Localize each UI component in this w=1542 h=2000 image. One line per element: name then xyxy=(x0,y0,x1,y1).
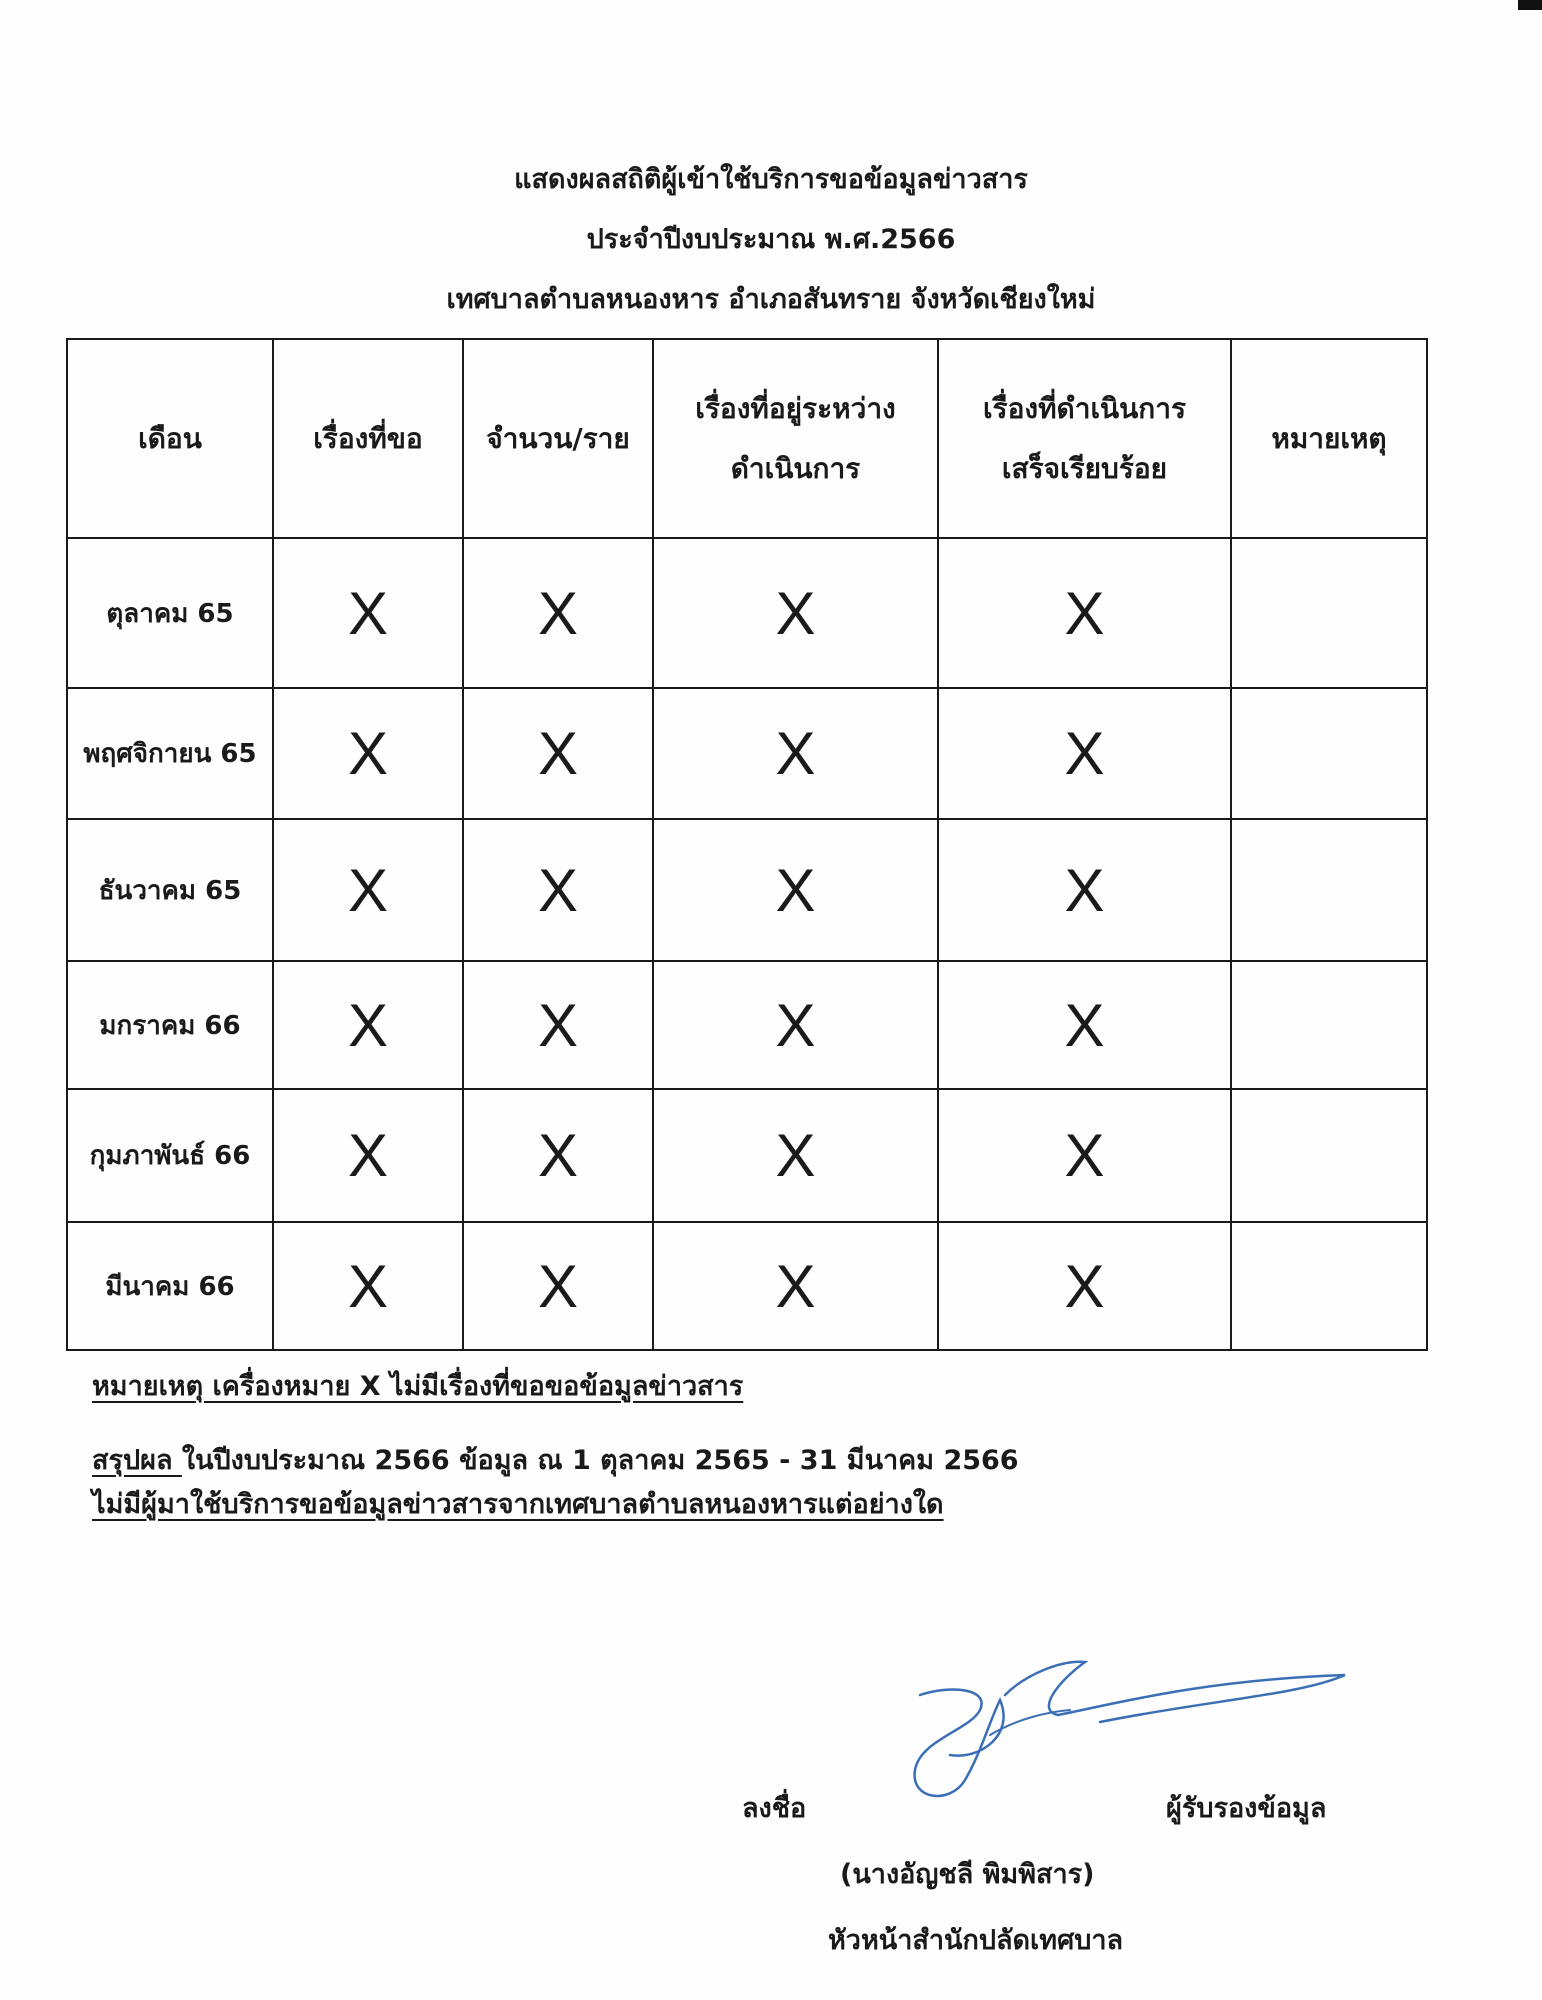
conclusion-note: ไม่มีผู้มาใช้บริการขอข้อมูลข่าวสารจากเทศบาลตำบลหนองหารแต่อย่างใด xyxy=(92,1489,944,1520)
column-header-line: เรื่องที่อยู่ระหว่าง xyxy=(695,391,896,425)
remark-cell xyxy=(1231,1222,1427,1350)
in-progress-cell: X xyxy=(653,961,938,1089)
column-header-requested xyxy=(273,339,463,538)
table-row xyxy=(67,961,1427,1089)
summary-label: สรุปผล xyxy=(92,1445,182,1476)
requested-cell: X xyxy=(273,538,463,688)
month-cell: มกราคม 66 xyxy=(67,961,273,1089)
in-progress-cell: X xyxy=(653,819,938,961)
count-cell: X xyxy=(463,819,653,961)
in-progress-cell: X xyxy=(653,1089,938,1222)
table-header-row xyxy=(67,339,1427,538)
document-header xyxy=(0,150,1542,330)
requested-cell: X xyxy=(273,961,463,1089)
column-header-remark xyxy=(1231,339,1427,538)
completed-cell: X xyxy=(938,538,1231,688)
header-organization: เทศบาลตำบลหนองหาร อำเภอสันทราย จังหวัดเชียงใหม่ xyxy=(446,284,1096,315)
summary-text: ในปีงบประมาณ 2566 ข้อมูล ณ 1 ตุลาคม 2565 - 31 มีนาคม 2566 xyxy=(181,1445,1019,1476)
header-fiscal-year: ประจำปีงบประมาณ พ.ศ.2566 xyxy=(586,224,956,255)
column-header-line: เสร็จเรียบร้อย xyxy=(1001,451,1168,485)
count-cell: X xyxy=(463,688,653,819)
remark-cell xyxy=(1231,538,1427,688)
completed-cell: X xyxy=(938,1089,1231,1222)
column-header-month xyxy=(67,339,273,538)
month-cell: มีนาคม 66 xyxy=(67,1222,273,1350)
remark-cell xyxy=(1231,688,1427,819)
header-title: แสดงผลสถิติผู้เข้าใช้บริการขอข้อมูลข่าวสาร xyxy=(514,164,1028,195)
column-header-line: เรื่องที่ดำเนินการ xyxy=(982,391,1187,425)
scan-edge-mark xyxy=(1518,0,1542,10)
statistics-table xyxy=(66,338,1428,1351)
completed-cell: X xyxy=(938,688,1231,819)
column-header-count xyxy=(463,339,653,538)
column-header-completed xyxy=(938,339,1231,538)
column-header-line: ดำเนินการ xyxy=(730,451,861,485)
requested-cell: X xyxy=(273,1089,463,1222)
month-cell: ธันวาคม 65 xyxy=(67,819,273,961)
signer-position: หัวหน้าสำนักปลัดเทศบาล xyxy=(828,1925,1124,1956)
completed-cell: X xyxy=(938,1222,1231,1350)
column-header-line: เรื่องที่ขอ xyxy=(313,421,423,455)
column-header-in-progress xyxy=(653,339,938,538)
remark-cell xyxy=(1231,819,1427,961)
remark-cell xyxy=(1231,961,1427,1089)
table-row xyxy=(67,819,1427,961)
table-row xyxy=(67,538,1427,688)
requested-cell: X xyxy=(273,688,463,819)
count-cell: X xyxy=(463,1089,653,1222)
month-cell: พฤศจิกายน 65 xyxy=(67,688,273,819)
in-progress-cell: X xyxy=(653,538,938,688)
count-cell: X xyxy=(463,538,653,688)
requested-cell: X xyxy=(273,1222,463,1350)
completed-cell: X xyxy=(938,819,1231,961)
column-header-line: หมายเหตุ xyxy=(1271,421,1387,455)
notes-section xyxy=(92,1368,1019,1560)
certifier-label: ผู้รับรองข้อมูล xyxy=(1166,1793,1327,1824)
count-cell: X xyxy=(463,961,653,1089)
completed-cell: X xyxy=(938,961,1231,1089)
in-progress-cell: X xyxy=(653,688,938,819)
signer-name: (นางอัญชลี พิมพิสาร) xyxy=(840,1859,1095,1890)
month-cell: กุมภาพันธ์ 66 xyxy=(67,1089,273,1222)
in-progress-cell: X xyxy=(653,1222,938,1350)
summary-line xyxy=(92,1442,1019,1480)
table-row xyxy=(67,1222,1427,1350)
column-header-line: จำนวน/ราย xyxy=(486,421,630,455)
table-row xyxy=(67,1089,1427,1222)
requested-cell: X xyxy=(273,819,463,961)
month-cell: ตุลาคม 65 xyxy=(67,538,273,688)
table-row xyxy=(67,688,1427,819)
sign-label: ลงชื่อ xyxy=(742,1793,807,1824)
remark-note: หมายเหตุ เครื่องหมาย X ไม่มีเรื่องที่ขอขอข้อมูลข่าวสาร xyxy=(92,1371,744,1402)
count-cell: X xyxy=(463,1222,653,1350)
column-header-line: เดือน xyxy=(138,421,202,455)
remark-cell xyxy=(1231,1089,1427,1222)
